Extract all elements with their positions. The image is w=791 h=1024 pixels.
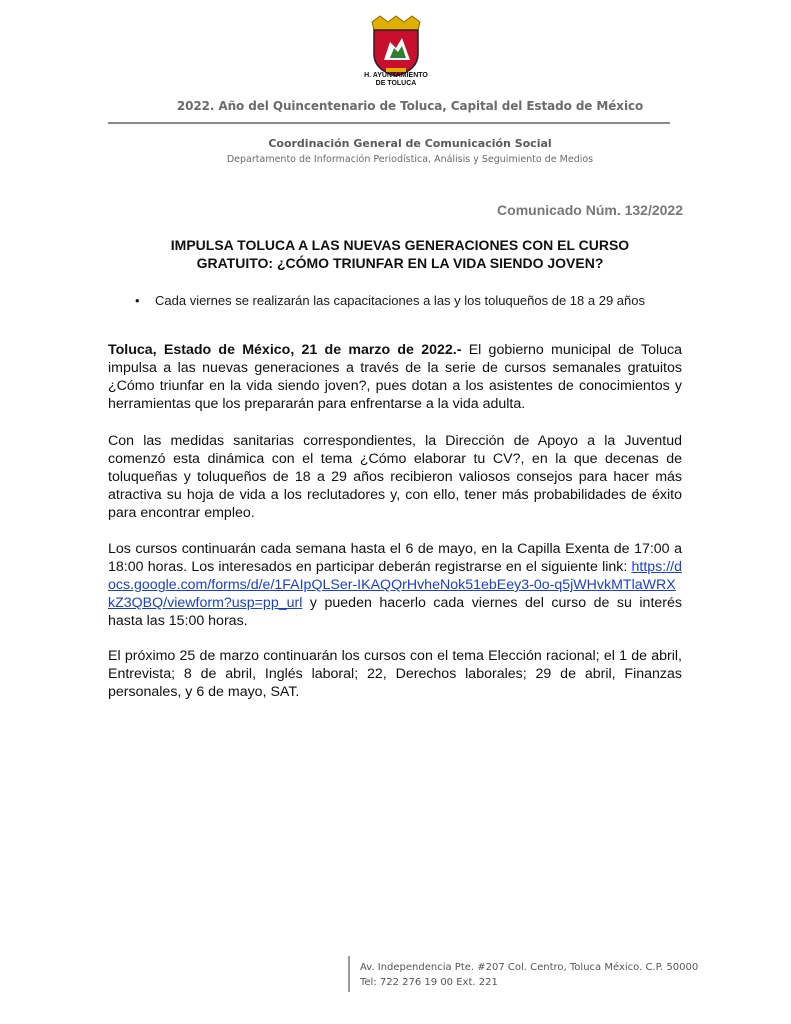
year-motto: 2022. Año del Quincentenario de Toluca, Capital del Estado de México <box>176 99 644 113</box>
department-subtitle: Departamento de Información Periodística, Análisis y Seguimiento de Medios <box>226 154 594 165</box>
logo-caption-line2: DE TOLUCA <box>375 80 417 87</box>
paragraph-4: El próximo 25 de marzo continuarán los cursos con el tema Elección racional; el 1 de abril, Entrevista; 8 de abril, Inglés laboral; 22, Derechos laborales; 29 de abril, Finanzas personales, y 6 de mayo, SAT. <box>108 648 682 700</box>
paragraph-3-before: Los cursos continuarán cada semana hasta el 6 de mayo, en la Capilla Exenta de 17:00 a 18:00 horas. Los interesados en participar deberán registrarse en el siguiente link: <box>108 541 682 575</box>
paragraph-1-body: El gobierno municipal de Toluca impulsa a las nuevas generaciones a través de la serie de cursos semanales gratuitos ¿Cómo triunfar en la vida siendo joven?, pues dotan a los asistentes de conocimientos y herramientas que los prepararán para enfrentarse a la vida adulta. <box>108 342 682 412</box>
logo-caption-line1: H. AYUNTAMIENTO <box>364 72 428 79</box>
paragraph-3-after: y pueden hacerlo cada viernes del curso de su interés hasta las 15:00 horas. <box>108 595 682 629</box>
toluca-coat-of-arms-icon <box>360 14 432 78</box>
paragraph-2: Con las medidas sanitarias correspondientes, la Dirección de Apoyo a la Juventud comenzó esta dinámica con el tema ¿Cómo elaborar tu CV?, en la que decenas de toluqueñas y toluqueños de 18 a 29 años recibieron valiosos consejos para hacer más atractiva su hoja de vida a los reclutadores y, con ello, tener más probabilidades de éxito para encontrar empleo. <box>108 433 682 521</box>
bullet-icon: • <box>135 293 140 308</box>
footer-phone: Tel: 722 276 19 00 Ext. 221 <box>360 977 498 988</box>
paragraph-1 <box>108 341 682 413</box>
communique-number: Comunicado Núm. 132/2022 <box>497 202 683 218</box>
coordination-title: Coordinación General de Comunicación Social <box>268 137 552 150</box>
bullet-text: Cada viernes se realizarán las capacitaciones a las y los toluqueños de 18 a 29 años <box>155 293 645 308</box>
dateline: Toluca, Estado de México, 21 de marzo de 2022.- <box>108 342 462 358</box>
headline-line1: IMPULSA TOLUCA A LAS NUEVAS GENERACIONES CON EL CURSO <box>170 237 630 253</box>
paragraph-3 <box>108 540 682 630</box>
footer-divider <box>348 956 350 992</box>
headline <box>120 236 680 272</box>
headline-line2: GRATUITO: ¿CÓMO TRIUNFAR EN LA VIDA SIENDO JOVEN? <box>196 255 604 271</box>
header-divider <box>108 122 670 124</box>
footer-address: Av. Independencia Pte. #207 Col. Centro, Toluca México. C.P. 50000 <box>360 962 699 973</box>
registration-link[interactable]: https://docs.google.com/forms/d/e/1FAIpQLSer-IKAQQrHvheNok51ebEey3-0o-q5jWHvkMTlaWRXkZ3QBQ/viewform?usp=pp_url <box>108 559 682 611</box>
logo-caption <box>340 72 452 88</box>
